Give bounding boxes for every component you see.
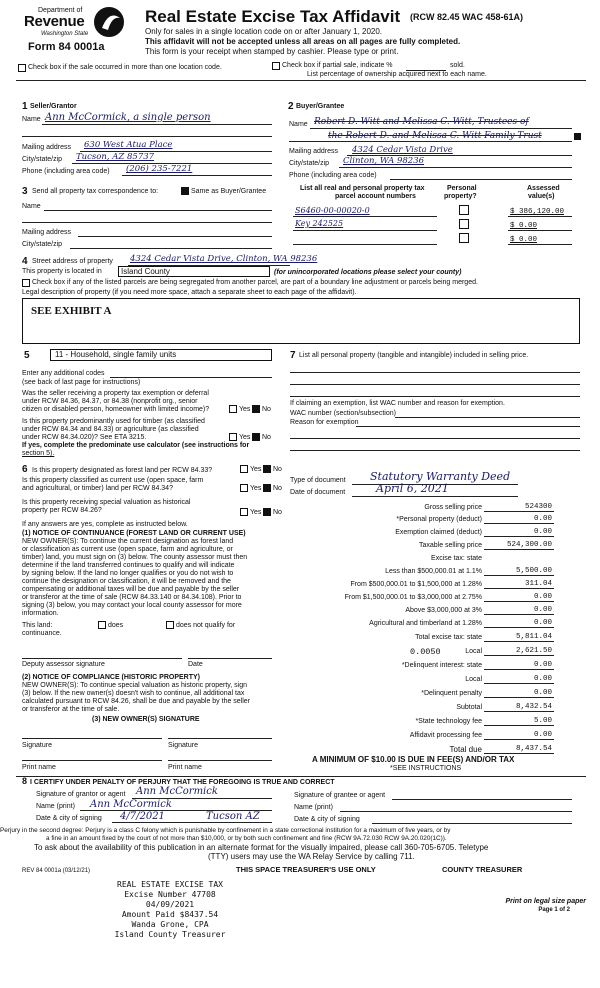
owner-print-name-label: Print name bbox=[168, 764, 202, 771]
tax-row-label: Total excise tax: state bbox=[415, 634, 482, 641]
parcel-col3-header: Assessed bbox=[527, 185, 560, 192]
stamp-line: Wanda Grone, CPA bbox=[131, 920, 209, 929]
partial-sale-label: Check box if partial sale, indicate % bbox=[282, 62, 393, 69]
additional-codes-label: Enter any additional codes bbox=[22, 370, 105, 377]
tax-row-value[interactable]: 524,300.00 bbox=[506, 541, 552, 549]
subtitle-2: This affidavit will not be accepted unless all areas on all pages are fully completed. bbox=[145, 37, 461, 46]
correspondence-city-label: City/state/zip bbox=[22, 241, 63, 248]
does-not-label: does not qualify for bbox=[176, 622, 236, 629]
does-not-qualify-checkbox[interactable] bbox=[166, 621, 174, 629]
multi-location-checkbox[interactable] bbox=[18, 64, 26, 72]
legal-description-box[interactable] bbox=[22, 298, 580, 344]
stamp-line: 04/09/2021 bbox=[145, 900, 195, 909]
parcel-col3b-header: value(s) bbox=[528, 193, 555, 200]
tax-row-value[interactable]: 5.00 bbox=[533, 717, 552, 725]
no-label: No bbox=[262, 406, 271, 413]
notice-line: by signing below. If the land no longer qualifies or you do not wish to bbox=[22, 570, 234, 577]
tax-row-value[interactable]: 0.00 bbox=[533, 675, 552, 683]
continuance-label: continuance. bbox=[22, 630, 62, 637]
tax-row-label: *State technology fee bbox=[415, 718, 482, 725]
see-back-note: (see back of last page for instructions) bbox=[22, 379, 141, 386]
correspondence-name-label: Name bbox=[22, 203, 41, 210]
wac-label: WAC number (section/subsection) bbox=[290, 410, 396, 417]
notice-line: calculated pursuant to RCW 84.26, shall be due and payable by the seller bbox=[22, 698, 251, 705]
tax-row-value[interactable]: 0.00 bbox=[533, 689, 552, 697]
tax-row-value[interactable]: 0.00 bbox=[533, 528, 552, 536]
tax-row-value[interactable]: 0.00 bbox=[533, 593, 552, 601]
tax-row-label: Less than $500,000.01 at 1.1% bbox=[385, 568, 482, 575]
exemption-question-line1: Was the seller receiving a property tax exemption or deferral bbox=[22, 390, 209, 397]
tax-row-label: Above $3,000,000 at 3% bbox=[405, 607, 482, 614]
grantee-signature-label: Signature of grantee or agent bbox=[294, 792, 386, 799]
minimum-due-note: A MINIMUM OF $10.00 IS DUE IN FEE(S) AND/OR TAX bbox=[312, 755, 515, 764]
dept-line1: Department of bbox=[38, 7, 83, 14]
assessed-value[interactable]: $ 386,120.00 bbox=[510, 208, 565, 216]
does-qualify-checkbox[interactable] bbox=[98, 621, 106, 629]
county-treasurer-label: COUNTY TREASURER bbox=[442, 865, 523, 874]
treasurer-use-only-label: THIS SPACE TREASURER'S USE ONLY bbox=[236, 865, 376, 874]
treasurer-stamp bbox=[100, 880, 240, 940]
land-use-select[interactable] bbox=[50, 349, 272, 361]
form-revision: REV 84 0001a (03/12/21) bbox=[22, 868, 91, 874]
section-4-number: 4 bbox=[22, 256, 28, 267]
owner-signature-label: Signature bbox=[168, 742, 198, 749]
historic-question-line2: property per RCW 84.26? bbox=[22, 507, 102, 514]
notice-line: determine if the land transferred continues to qualify and will indicate bbox=[22, 562, 235, 569]
current-use-question-line1: Is this property classified as current use (open space, farm bbox=[22, 477, 204, 484]
historic-no-checkbox[interactable] bbox=[263, 508, 271, 516]
timber-no-checkbox[interactable] bbox=[252, 433, 260, 441]
timber-yes-checkbox[interactable] bbox=[229, 433, 237, 441]
grantee-name-print-label: Name (print) bbox=[294, 804, 333, 811]
new-owner-signature-heading: (3) NEW OWNER(S) SIGNATURE bbox=[92, 716, 200, 723]
legal-description-value: SEE EXHIBIT A bbox=[31, 305, 112, 317]
correspondence-mailing-label: Mailing address bbox=[22, 229, 72, 236]
timber-question-line3: under RCW 84.34.020)? See ETA 3215. bbox=[22, 434, 147, 441]
yes-label: Yes bbox=[250, 509, 262, 516]
legal-description-label: Legal description of property (if you need more space, attach a separate sheet to each page of the affidavit). bbox=[22, 289, 357, 296]
no-label: No bbox=[273, 485, 282, 492]
buyer-mailing-label: Mailing address bbox=[289, 148, 339, 155]
personal-property-heading: List all personal property (tangible and intangible) included in selling price. bbox=[299, 352, 529, 359]
grantor-name-print-value[interactable]: Ann McCormick bbox=[90, 799, 172, 810]
section-7-number: 7 bbox=[290, 350, 296, 361]
notice-line: compensating or additional taxes will be due and payable by the seller bbox=[22, 586, 240, 593]
multi-location-label: Check box if the sale occurred in more than one location code. bbox=[28, 64, 222, 71]
partial-sold-label: sold. bbox=[450, 62, 465, 69]
notice-line: (3) below. If the new owner(s) doesn't wish to continue, all additional tax bbox=[22, 690, 245, 697]
tax-row-label: *Delinquent penalty bbox=[421, 690, 482, 697]
no-label: No bbox=[273, 466, 282, 473]
parcel-col1b-header: parcel account numbers bbox=[335, 193, 416, 200]
notice-line: continue the designation or classification, it will be removed and the bbox=[22, 578, 231, 585]
tax-row-label: Affidavit processing fee bbox=[409, 732, 482, 739]
tax-row-label: *Personal property (deduct) bbox=[396, 516, 482, 523]
segregated-checkbox[interactable] bbox=[22, 279, 30, 287]
grantor-date-city-label: Date & city of signing bbox=[36, 815, 102, 822]
tax-row-value[interactable]: 524300 bbox=[524, 503, 552, 511]
stamp-line: Excise Number 47708 bbox=[124, 890, 216, 899]
no-label: No bbox=[262, 434, 271, 441]
yes-label: Yes bbox=[239, 406, 251, 413]
personal-property-checkbox[interactable] bbox=[459, 205, 469, 215]
certify-heading: I CERTIFY UNDER PENALTY OF PERJURY THAT THE FOREGOING IS TRUE AND CORRECT bbox=[30, 779, 335, 786]
buyer-city-value[interactable]: Clinton, WA 98236 bbox=[343, 156, 425, 166]
grantor-signature-label: Signature of grantor or agent bbox=[36, 791, 126, 798]
notice-line: NEW OWNER(S): To continue the current designation as forest land bbox=[22, 538, 234, 545]
timber-question-line2: under RCW 84.34 and 84.33) or agriculture (as classified bbox=[22, 426, 199, 433]
seller-phone-value[interactable]: (206) 235-7221 bbox=[126, 164, 193, 174]
see-instructions-note: *SEE INSTRUCTIONS bbox=[390, 765, 462, 772]
notice-line: information. bbox=[22, 610, 59, 617]
notice-compliance-title: (2) NOTICE OF COMPLIANCE (HISTORIC PROPERTY) bbox=[22, 674, 200, 681]
notice-line: signing (3) below, you may contact your local county assessor for more bbox=[22, 602, 242, 609]
notice-line: or transferor at the time of sale. bbox=[22, 706, 120, 713]
perjury-warning bbox=[0, 827, 450, 834]
local-rate[interactable]: 0.0050 bbox=[410, 647, 441, 657]
rcw-reference: (RCW 82.45 WAC 458-61A) bbox=[410, 12, 524, 22]
tax-row-label: Local bbox=[465, 676, 482, 683]
seller-heading: Seller/Grantor bbox=[30, 103, 77, 110]
buyer-mailing-value[interactable]: 4324 Cedar Vista Drive bbox=[352, 145, 453, 155]
subtitle-1: Only for sales in a single location code on or after January 1, 2020. bbox=[145, 27, 383, 36]
tax-row-label: From $1,500,000.01 to $3,000,000 at 2.75% bbox=[344, 594, 482, 601]
document-date-label: Date of document bbox=[290, 489, 346, 496]
buyer-city-label: City/state/zip bbox=[289, 160, 330, 167]
tax-row-value[interactable]: 0.00 bbox=[533, 515, 552, 523]
notice-continuance-title: (1) NOTICE OF CONTINUANCE (FOREST LAND OR CURRENT USE) bbox=[22, 530, 246, 537]
tax-row-value[interactable]: 0.00 bbox=[533, 731, 552, 739]
segregated-label: Check box if any of the listed parcels are being segregated from another parcel, are part of a boundary line adjustment or parcels being merged. bbox=[32, 279, 478, 286]
tax-row-value[interactable]: 8,432.54 bbox=[515, 703, 552, 711]
dept-line2: Revenue bbox=[24, 13, 85, 30]
section-1-number: 1 bbox=[22, 101, 28, 112]
exemption-instructions: If claiming an exemption, list WAC number and reason for exemption. bbox=[290, 400, 505, 407]
tax-row-label: Gross selling price bbox=[424, 504, 482, 511]
buyer-name-more-checkbox[interactable] bbox=[574, 133, 581, 140]
current-use-no-checkbox[interactable] bbox=[263, 484, 271, 492]
notice-line: timber) land, you must sign on (3) below. The county assessor must then bbox=[22, 554, 248, 561]
yes-label: Yes bbox=[250, 485, 262, 492]
section-3-number: 3 bbox=[22, 186, 28, 197]
unincorporated-note: (for unincorporated locations please select your county) bbox=[274, 269, 462, 276]
subtitle-3: This form is your receipt when stamped by cashier. Please type or print. bbox=[145, 47, 399, 56]
forest-yes-checkbox[interactable] bbox=[240, 465, 248, 473]
notice-line: NEW OWNER(S): To continue special valuation as historic property, sign bbox=[22, 682, 247, 689]
page-number: Page 1 of 2 bbox=[538, 907, 570, 913]
ownership-note: List percentage of ownership acquired next to each name. bbox=[307, 71, 487, 78]
same-as-buyer-label: Same as Buyer/Grantee bbox=[191, 188, 267, 195]
tax-row-value[interactable]: 8,437.54 bbox=[515, 745, 552, 753]
owner-signature-label: Signature bbox=[22, 742, 52, 749]
forest-no-checkbox[interactable] bbox=[263, 465, 271, 473]
tax-row-value[interactable]: 311.04 bbox=[524, 580, 552, 588]
dor-emblem-icon bbox=[92, 6, 126, 38]
tax-row-label: Exemption claimed (deduct) bbox=[395, 529, 482, 536]
does-label: does bbox=[108, 622, 124, 629]
alt-format-line2: (TTY) users may use the WA Relay Service by calling 711. bbox=[208, 852, 415, 861]
seller-name-value[interactable]: Ann McCormick, a single person bbox=[45, 112, 211, 123]
section-5-number: 5 bbox=[24, 350, 30, 361]
if-yes-note: If any answers are yes, complete as instructed below. bbox=[22, 521, 188, 528]
stamp-line: REAL ESTATE EXCISE TAX bbox=[117, 880, 223, 889]
assessed-value[interactable]: $ 0.00 bbox=[510, 236, 538, 244]
this-land-label: This land: bbox=[22, 622, 53, 629]
current-use-yes-checkbox[interactable] bbox=[240, 484, 248, 492]
form-number: Form 84 0001a bbox=[28, 41, 105, 53]
tax-row-label: Agricultural and timberland at 1.28% bbox=[369, 620, 482, 627]
seller-mailing-label: Mailing address bbox=[22, 144, 72, 151]
document-type-value[interactable]: Statutory Warranty Deed bbox=[370, 470, 511, 483]
buyer-phone-label: Phone (including area code) bbox=[289, 172, 377, 179]
partial-sale-checkbox[interactable] bbox=[272, 62, 280, 70]
seller-name-label: Name bbox=[22, 116, 41, 123]
parcel-col2-header: Personal bbox=[447, 185, 477, 192]
stamp-line: Island County Treasurer bbox=[114, 930, 226, 939]
owner-print-name-label: Print name bbox=[22, 764, 56, 771]
assessed-value[interactable]: $ 0.00 bbox=[510, 222, 538, 230]
historic-question-line1: Is this property receiving special valuation as historical bbox=[22, 499, 191, 506]
tax-row-value[interactable]: 2,621.50 bbox=[515, 647, 552, 655]
notice-line: or transferor at the time of sale (RCW 84.33.140 or 84.34.108). Prior to bbox=[22, 594, 242, 601]
reason-label: Reason for exemption bbox=[290, 419, 359, 426]
buyer-heading: Buyer/Grantee bbox=[296, 103, 345, 110]
parcel-number[interactable]: S6460-00-00020-0 bbox=[295, 206, 370, 215]
alt-format-line1: To ask about the availability of this publication in an alternate format for the visually impaired, please call 360-705-6705. Teletype bbox=[34, 843, 489, 852]
buyer-name-line1[interactable]: Robert D. Witt and Melissa C. Witt, Trustees of bbox=[314, 117, 529, 127]
street-label: Street address of property bbox=[32, 258, 113, 265]
section-6-number: 6 bbox=[22, 464, 28, 475]
dept-line3: Washington State bbox=[41, 31, 89, 37]
section-8-number: 8 bbox=[22, 776, 28, 786]
located-label: This property is located in bbox=[22, 268, 102, 275]
tax-row-value[interactable]: 5,500.00 bbox=[515, 567, 552, 575]
yes-label: Yes bbox=[239, 434, 251, 441]
document-type-label: Type of document bbox=[290, 477, 346, 484]
seller-city-label: City/state/zip bbox=[22, 156, 63, 163]
land-use-value: 11 - Household, single family units bbox=[55, 350, 177, 359]
tax-row-value[interactable]: 0.00 bbox=[533, 619, 552, 627]
historic-yes-checkbox[interactable] bbox=[240, 508, 248, 516]
tax-row-label: *Delinquent interest: state bbox=[401, 662, 482, 669]
no-label: No bbox=[273, 509, 282, 516]
tax-row-label: Local bbox=[465, 648, 482, 655]
parcel-col2b-header: property? bbox=[444, 193, 477, 200]
seller-phone-label: Phone (including area code) bbox=[22, 168, 110, 175]
correspondence-label: Send all property tax correspondence to: bbox=[32, 188, 159, 195]
deputy-assessor-signature-label: Deputy assessor signature bbox=[22, 661, 105, 668]
county-select[interactable] bbox=[118, 266, 270, 277]
exemption-question-line2: under RCW 84.36, 84.37, or 84.38 (nonprofit org., senior bbox=[22, 398, 198, 405]
street-value[interactable]: 4324 Cedar Vista Drive, Clinton, WA 98236 bbox=[130, 254, 318, 264]
parcel-col1-header: List all real and personal property tax bbox=[300, 185, 425, 192]
grantor-date-value[interactable]: 4/7/2021 bbox=[120, 811, 165, 822]
deputy-date-label: Date bbox=[188, 661, 203, 668]
personal-property-checkbox[interactable] bbox=[459, 233, 469, 243]
perjury-line2: a fine in an amount fixed by the court of not more than $10,000, or by both such confinement and fine (RCW 9A.72.030 RCW 9A.20.020(1C)). bbox=[46, 835, 447, 842]
same-as-buyer-checkbox[interactable] bbox=[181, 187, 189, 195]
grantor-signature-value[interactable]: Ann McCormick bbox=[136, 786, 218, 797]
grantor-name-print-label: Name (print) bbox=[36, 803, 75, 810]
notice-line: or classification as current use (open space, farm and agriculture, or bbox=[22, 546, 233, 553]
personal-property-checkbox[interactable] bbox=[459, 219, 469, 229]
forest-question: Is this property designated as forest land per RCW 84.33? bbox=[32, 467, 213, 474]
seller-mailing-value[interactable]: 630 West Atua Place bbox=[84, 140, 173, 150]
timber-question-line1: Is this property predominantly used for timber (as classified bbox=[22, 418, 205, 425]
exemption-no-checkbox[interactable] bbox=[252, 405, 260, 413]
county-value: Island County bbox=[121, 267, 170, 276]
tax-row-label: Excise tax: state bbox=[431, 555, 482, 562]
stamp-line: Amount Paid $8437.54 bbox=[121, 910, 219, 919]
seller-city-value[interactable]: Tucson, AZ 85737 bbox=[76, 152, 155, 162]
parcel-number[interactable]: Key 242525 bbox=[295, 219, 344, 228]
section-2-number: 2 bbox=[288, 101, 294, 112]
calculator-note-line2: section 5). bbox=[22, 450, 55, 457]
legal-size-note: Print on legal size paper bbox=[505, 898, 586, 905]
tax-row-label: Subtotal bbox=[456, 704, 482, 711]
buyer-name-line2[interactable]: the Robert D. and Melissa C. Witt Family Trust bbox=[328, 131, 542, 141]
form-title: Real Estate Excise Tax Affidavit bbox=[145, 7, 401, 26]
tax-row-value[interactable]: 0.00 bbox=[533, 606, 552, 614]
perjury-line1: Perjury in the second degree: Perjury is a class C felony which is punishable by confinement in a state correctional institution for a maximum of five years, or by bbox=[0, 827, 451, 834]
tax-row-label: From $500,000.01 to $1,500,000 at 1.28% bbox=[350, 581, 482, 588]
buyer-name-label: Name bbox=[289, 121, 308, 128]
tax-row-label: Taxable selling price bbox=[418, 542, 482, 549]
current-use-question-line2: and agricultural, or timber) land per RCW 84.34? bbox=[22, 485, 173, 492]
tax-row-label: Total due bbox=[449, 745, 482, 754]
grantee-date-city-label: Date & city of signing bbox=[294, 816, 360, 823]
document-date-value[interactable]: April 6, 2021 bbox=[376, 482, 449, 495]
exemption-yes-checkbox[interactable] bbox=[229, 405, 237, 413]
calculator-note-line1: If yes, complete the predominate use calculator (see instructions for bbox=[22, 442, 250, 449]
yes-label: Yes bbox=[250, 466, 262, 473]
grantor-city-value[interactable]: Tucson AZ bbox=[206, 811, 260, 822]
exemption-question-line3: citizen or disabled person, homeowner with limited income)? bbox=[22, 406, 210, 413]
tax-row-value[interactable]: 0.00 bbox=[533, 661, 552, 669]
tax-row-value[interactable]: 5,811.04 bbox=[515, 633, 552, 641]
